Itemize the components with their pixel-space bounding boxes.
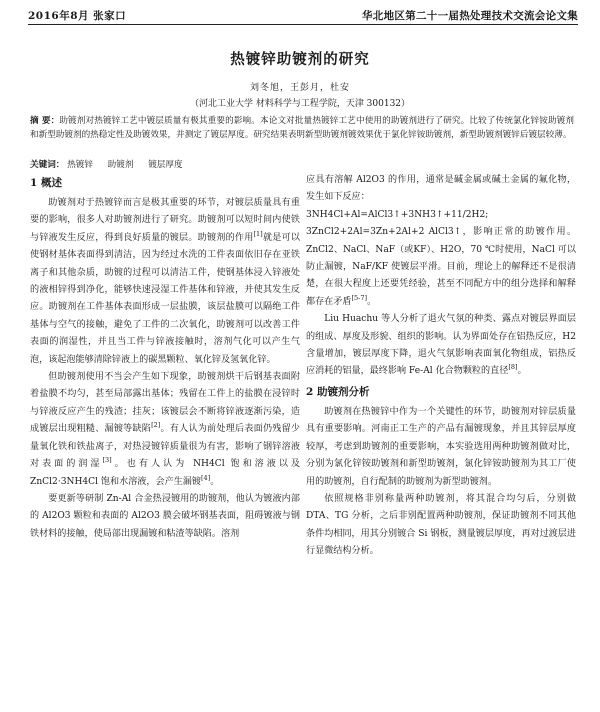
text-run: 就是可以使钢材基体表面得到清洁，因为经过水洗的工件表面依旧存在亚铁离子和其他杂质，助镀的过程可以清洁工件，使钢基体浸入锌液处的液相锌得到净化，能够快速浸湿工件基体和锌液，并使其发生反应。助镀剂在工件基体表面形成一层盐膜，该层盐膜可以隔绝工件基体与空气的接触，避免了工件的二次氧化，助镀剂可以改善工件表面的润湿性，并且当工件与锌液接触时，溶剂气化可以产生气泡，该起泡能够清除锌液上的碳黑颗粒、氧化锌及氢氧化锌。 — [30, 232, 300, 365]
right-column — [306, 172, 576, 561]
abstract — [30, 114, 574, 142]
text-run: 但助镀剂使用不当会产生如下现象，助镀剂烘干后钢基表面附着盐膜不均匀，甚至局部露出基体；残留在工件上的盐膜在浸锌时与锌液反应产生的残渣；挂灰；该镀层会不断将锌液逐渐污染，造成镀层出现粗糙、漏镀等缺陷 — [30, 372, 300, 435]
left-column — [30, 172, 300, 543]
abstract-label: 摘 要： — [30, 116, 60, 126]
paragraph — [306, 311, 576, 381]
text-run: Liu Huachu 等人分析了退火气氛的种类、露点对镀层界面层的组成、厚度及形貌、组织的影响。认为界面处存在铝热反应，H2 含量增加，镀层厚度下降，退火气氛影响表面氧化物组成，铝热反应消耗的铝量，最终影响 Fe-Al 化合物颗粒的直径 — [306, 314, 576, 377]
section-heading-flux-analysis: 2 助镀剂分析 — [306, 385, 370, 398]
paper-title: 热镀锌助镀剂的研究 — [230, 51, 370, 68]
text-run: 。 — [210, 476, 220, 487]
text-run: 3ZnCl2+2Al=3Zn+2Al+2 AlCl3↑，影响正常的助镀作用。ZnCl2、NaCl、NaF（或KF）、H2O，70 ℃时使用，NaCl 可以防止漏镀，NaF/KF 使镀层平滑。目前，理论上的解释还不是很清楚，在很大程度上还要凭经验，甚至不同配方中的组分选择和解释都存在矛盾 — [306, 227, 576, 307]
keywords — [30, 158, 195, 170]
paragraph — [30, 195, 300, 369]
paragraph: 应具有溶解 Al2O3 的作用，通常是碱金属或碱土金属的氟化物，发生如下反应： — [306, 175, 576, 203]
citation: [1] — [253, 229, 263, 238]
text-run: 。 — [517, 366, 527, 377]
header-date-location: 2016年8月 张家口 — [28, 10, 127, 22]
paragraph: 依照规格非别称量两种助镀剂，将其混合均匀后，分别做 DTA、TG 分析，之后非别配置两种助镀剂，保证助镀剂不同其他条件均相同，用其分别镀合 Si 钢板，测量镀层厚度，再对过渡层进行显微结构分析。 — [306, 493, 576, 557]
keyword: 助镀剂 — [107, 160, 134, 170]
text-run: 助镀剂对于热镀锌而言是极其重要的环节，对镀层质量具有重要的影响，很多人对助镀剂进行了研究。助镀剂可以短时间内使铁与锌液发生反应，得到良好质量的镀层。助镀剂的作用 — [30, 198, 300, 243]
paragraph: 助镀剂在热镀锌中作为一个关键性的环节，助镀剂对锌层质量具有重要影响。河南正工生产的产品有漏镀现象，并且其锌层厚度较厚，考虑到助镀剂的重要影响，本实验选用两种助镀剂做对比，分别为氯化锌铵助镀剂和新型助镀剂，氯化锌铵助镀剂为其工厂使用的助镀剂，自行配制的助镀剂为新型助镀剂。 — [306, 406, 576, 487]
citation: [2] — [151, 421, 161, 430]
abstract-text: 助镀剂对热镀锌工艺中镀层质量有极其重要的影响。本论文对批量热镀锌工艺中使用的助镀剂进行了研究。比较了传统氯化锌铵助镀剂和新型助镀剂的热稳定性及助镀效果，并测定了镀层厚度。研究结果表明新型助镀剂镀效果优于氯化锌铵助镀剂，新型助镀剂镀锌后镀层较薄。 — [30, 116, 574, 141]
paper-authors: 刘冬旭，王彭月，杜安 — [249, 83, 350, 93]
equation: 3NH4Cl+Al=AlCl3↑+3NH3↑+11/2H2; — [306, 209, 489, 220]
header-proceedings-title: 华北地区第二十一届热处理技术交流会论文集 — [362, 10, 578, 22]
citation: [8] — [508, 363, 518, 372]
keyword: 热镀锌 — [67, 160, 93, 170]
keywords-label: 关键词： — [30, 160, 65, 170]
header-rule — [28, 24, 578, 25]
section-heading-overview: 1 概述 — [30, 177, 62, 189]
paper-affiliation: （河北工业大学 材料科学与工程学院，天津 300132） — [189, 99, 411, 109]
paragraph — [30, 369, 300, 491]
text-run: 。有人认为前处理后表面仍残留少量氧化铁和铁盐离子，对热浸镀锌质量很为有害，影响了钢锌溶液对表面的润湿 — [30, 424, 300, 470]
paragraph — [306, 224, 576, 311]
citation: [4] — [200, 473, 211, 482]
text-run: 。 — [367, 296, 377, 307]
keyword: 镀层厚度 — [148, 160, 183, 170]
citation: [5-7] — [351, 293, 368, 302]
text-run: 。也有人认为 NH4Cl 饱和溶液以及 ZnCl2·3NH4Cl 饱和水溶液，会产生漏镀 — [30, 459, 300, 487]
citation: [3] — [102, 456, 112, 465]
paragraph: 要更新等研制 Zn-Al 合金热浸镀用的助镀剂，他认为镀液内部的 Al2O3 颗粒和表面的 Al2O3 膜会破坏钢基表面，阻碍镀液与钢铁材料的接触，使局部出现漏镀和粘渣等缺陷。溶剂 — [30, 493, 300, 539]
